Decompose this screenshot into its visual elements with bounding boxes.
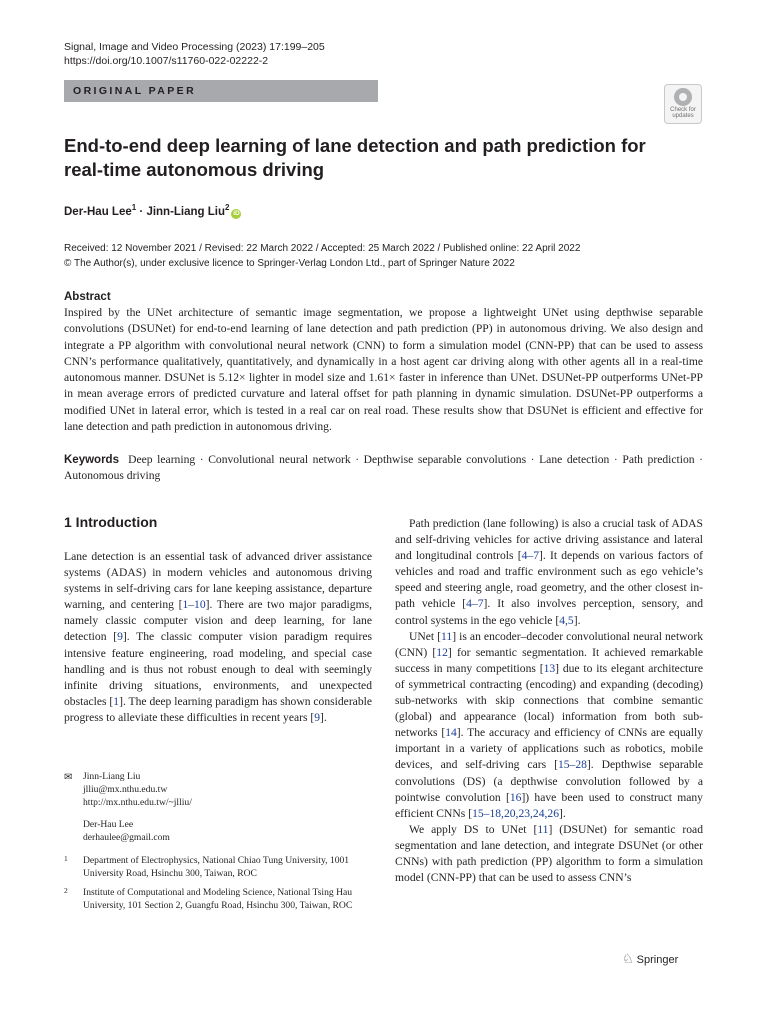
author-affiliation-sup: 1 bbox=[131, 203, 137, 212]
body-text: ]. The deep learning paradigm has shown considerable progress to alleviate these difficulties in recent years [ bbox=[64, 694, 372, 724]
orcid-icon[interactable]: iD bbox=[233, 209, 240, 217]
citation-link[interactable]: 4,5 bbox=[559, 613, 574, 627]
publisher-name: Springer bbox=[636, 954, 679, 966]
keywords bbox=[64, 452, 703, 484]
citation-link[interactable]: 9 bbox=[314, 710, 321, 724]
publication-dates bbox=[64, 241, 580, 271]
body-text: ]) have been used to construct many efficient CNNs [ bbox=[395, 790, 703, 820]
body-text: ] for semantic segmentation. It achieved remarkable success in many competitions [ bbox=[395, 645, 703, 675]
citation-link[interactable]: 11 bbox=[537, 822, 549, 836]
citation-link[interactable]: 12 bbox=[436, 645, 448, 659]
check-for-updates-badge[interactable] bbox=[664, 84, 702, 124]
abstract-heading: Abstract bbox=[64, 291, 111, 303]
affiliation bbox=[64, 886, 374, 912]
contact-name: Der-Hau Lee bbox=[83, 819, 134, 830]
affiliation-text: Department of Electrophysics, National Chiao Tung University, 1001 University Road, Hsinchu 300, Taiwan, ROC bbox=[83, 855, 350, 879]
body-text: ] is an encoder–decoder convolutional neural network (CNN) [ bbox=[395, 629, 703, 659]
body-text: ]. The accuracy and efficiency of CNNs are equally important in a variety of applications such as robotics, mobile devices, and self-driving cars [ bbox=[395, 726, 703, 772]
corresponding-author-block bbox=[64, 770, 374, 844]
check-badge-line1: Check for bbox=[670, 107, 696, 113]
intro-paragraph bbox=[395, 822, 703, 886]
body-text: We apply DS to UNet [ bbox=[409, 822, 538, 836]
contact-url[interactable]: http://mx.nthu.edu.tw/~jlliu/ bbox=[83, 797, 192, 808]
body-text: ]. bbox=[559, 806, 566, 820]
citation-link[interactable]: 15–28 bbox=[557, 758, 587, 772]
author-name[interactable]: Der-Hau Lee bbox=[64, 205, 132, 218]
contact-email[interactable]: derhaulee@gmail.com bbox=[83, 832, 170, 843]
author-list bbox=[64, 203, 241, 219]
affiliation-text: Institute of Computational and Modeling Science, National Tsing Hau University, 101 Section 2, Guangfu Road, Hsinchu 300, Taiwan, ROC bbox=[83, 887, 353, 911]
doi-link[interactable]: https://doi.org/10.1007/s11760-022-02222-2 bbox=[64, 55, 269, 67]
author-name[interactable]: Jinn-Liang Liu bbox=[146, 205, 226, 218]
body-text: Path prediction (lane following) is also a crucial task of ADAS and self-driving vehicles for active driving assistance and lateral and longitudinal controls [ bbox=[395, 517, 703, 563]
date-history: Received: 12 November 2021 / Revised: 22 March 2022 / Accepted: 25 March 2022 / Published online: 22 April 2022 bbox=[64, 243, 581, 254]
citation-link[interactable]: 11 bbox=[441, 629, 453, 643]
body-text: ] (DSUNet) for semantic road segmentation and lane detection, and integrate DSUNet (or other CNNs) with path prediction (PP) algorithm to form a simulation model (CNN-PP) that can be used to assess CNN’s bbox=[395, 822, 703, 885]
publisher-logo bbox=[622, 951, 678, 967]
citation-link[interactable]: 13 bbox=[543, 661, 556, 675]
citation-link[interactable]: 4–7 bbox=[466, 597, 484, 611]
intro-paragraph bbox=[395, 629, 703, 822]
section-heading: 1 Introduction bbox=[64, 514, 158, 530]
body-text: ]. bbox=[320, 710, 327, 724]
abstract-text: Inspired by the UNet architecture of semantic image segmentation, we propose a lightweight UNet using depthwise separable convolutions (DSUNet) for end-to-end learning of lane detection and path prediction (PP) in autonomous driving. We also design and integrate a PP algorithm with convolutional neural network (CNN) to form a simulation model (CNN-PP) that can be used to assess CNN’s performance qualitatively, quantitatively, and dynamically in a host agent car driving along with other agents all in a real-time autonomous manner. DSUNet is 5.12× lighter in model size and 1.61× faster in inference than UNet. DSUNet-PP outperforms UNet-PP in mean average errors of predicted curvature and lateral offset for path planning in dynamic simulation. DSUNet-PP outperforms a modified UNet in lateral error, which is tested in a real car on real road. These results show that DSUNet is efficient and effective for lane detection and path prediction in autonomous driving. bbox=[64, 306, 703, 434]
body-text: ]. The classic computer vision paradigm requires intensive feature engineering, road modeling, and special case handling and is thus not robust enough to deal with seemingly infinite driving situations, environments, and unexpected obstacles [ bbox=[64, 630, 372, 708]
paper-type-label: ORIGINAL PAPER bbox=[64, 80, 378, 102]
affiliation-number: 1 bbox=[64, 854, 68, 863]
envelope-icon: ✉ bbox=[64, 772, 73, 783]
intro-paragraph bbox=[64, 549, 372, 726]
citation-link[interactable]: 4–7 bbox=[521, 549, 539, 563]
keywords-label: Keywords bbox=[64, 454, 119, 466]
left-column bbox=[64, 549, 372, 726]
right-column bbox=[395, 516, 703, 886]
body-text: ] due to its elegant architecture of symmetrical contracting (encoding) and expanding (decoding) sub-networks with skip connections that combine semantic (global) and appearance (local) information from both sub-networks [ bbox=[395, 661, 703, 740]
citation-link[interactable]: 9 bbox=[117, 630, 123, 644]
springer-horse-icon: ♘ bbox=[622, 951, 634, 966]
author-separator: · bbox=[136, 205, 147, 218]
citation-link[interactable]: 1 bbox=[113, 694, 120, 708]
journal-citation: Signal, Image and Video Processing (2023) 17:199–205 bbox=[64, 41, 325, 53]
citation-link[interactable]: 15–18,20,23,24,26 bbox=[472, 806, 560, 820]
citation-link[interactable]: 16 bbox=[509, 790, 522, 804]
check-badge-line2: updates bbox=[672, 113, 694, 120]
paper-title: End-to-end deep learning of lane detection and path prediction for real-time autonomous driving bbox=[64, 135, 646, 180]
body-text: ]. Depthwise separable convolutions (DS) (a depthwise convolution followed by a pointwise convolution [ bbox=[395, 758, 703, 804]
body-text: ]. There are two major paradigms, namely classic computer vision and deep learning, for lane detection [ bbox=[64, 598, 372, 644]
check-updates-icon bbox=[674, 88, 692, 106]
contact-email[interactable]: jlliu@mx.nthu.edu.tw bbox=[83, 784, 168, 795]
copyright-line: © The Author(s), under exclusive licence to Springer-Verlag London Ltd., part of Springer Nature 2022 bbox=[64, 258, 515, 269]
citation-link[interactable]: 1–10 bbox=[182, 598, 206, 612]
body-text: ]. bbox=[573, 613, 581, 627]
citation-link[interactable]: 14 bbox=[445, 726, 457, 740]
keywords-text: Deep learning · Convolutional neural network · Depthwise separable convolutions · Lane detection · Path prediction · Autonomous driving bbox=[64, 453, 704, 482]
affiliation bbox=[64, 854, 374, 880]
author-affiliation-sup: 2 bbox=[225, 203, 230, 212]
body-text: Lane detection is an essential task of advanced driver assistance systems (ADAS) in modern vehicles and autonomous driving systems in self-driving cars for lane keeping assistance, departure warning, and centering [ bbox=[64, 550, 372, 612]
body-text: ]. It depends on various factors of vehicles and road and traffic environment such as ego vehicle’s speed and steering angle, road geometry, and the other closest in-path vehicle [ bbox=[395, 549, 703, 611]
contact-name: Jinn-Liang Liu bbox=[83, 771, 141, 782]
intro-paragraph bbox=[395, 516, 703, 629]
body-text: ]. It also involves perception, sensory, and control systems in the ego vehicle [ bbox=[395, 597, 703, 627]
body-text: UNet [ bbox=[409, 629, 442, 643]
affiliation-number: 2 bbox=[64, 886, 68, 895]
